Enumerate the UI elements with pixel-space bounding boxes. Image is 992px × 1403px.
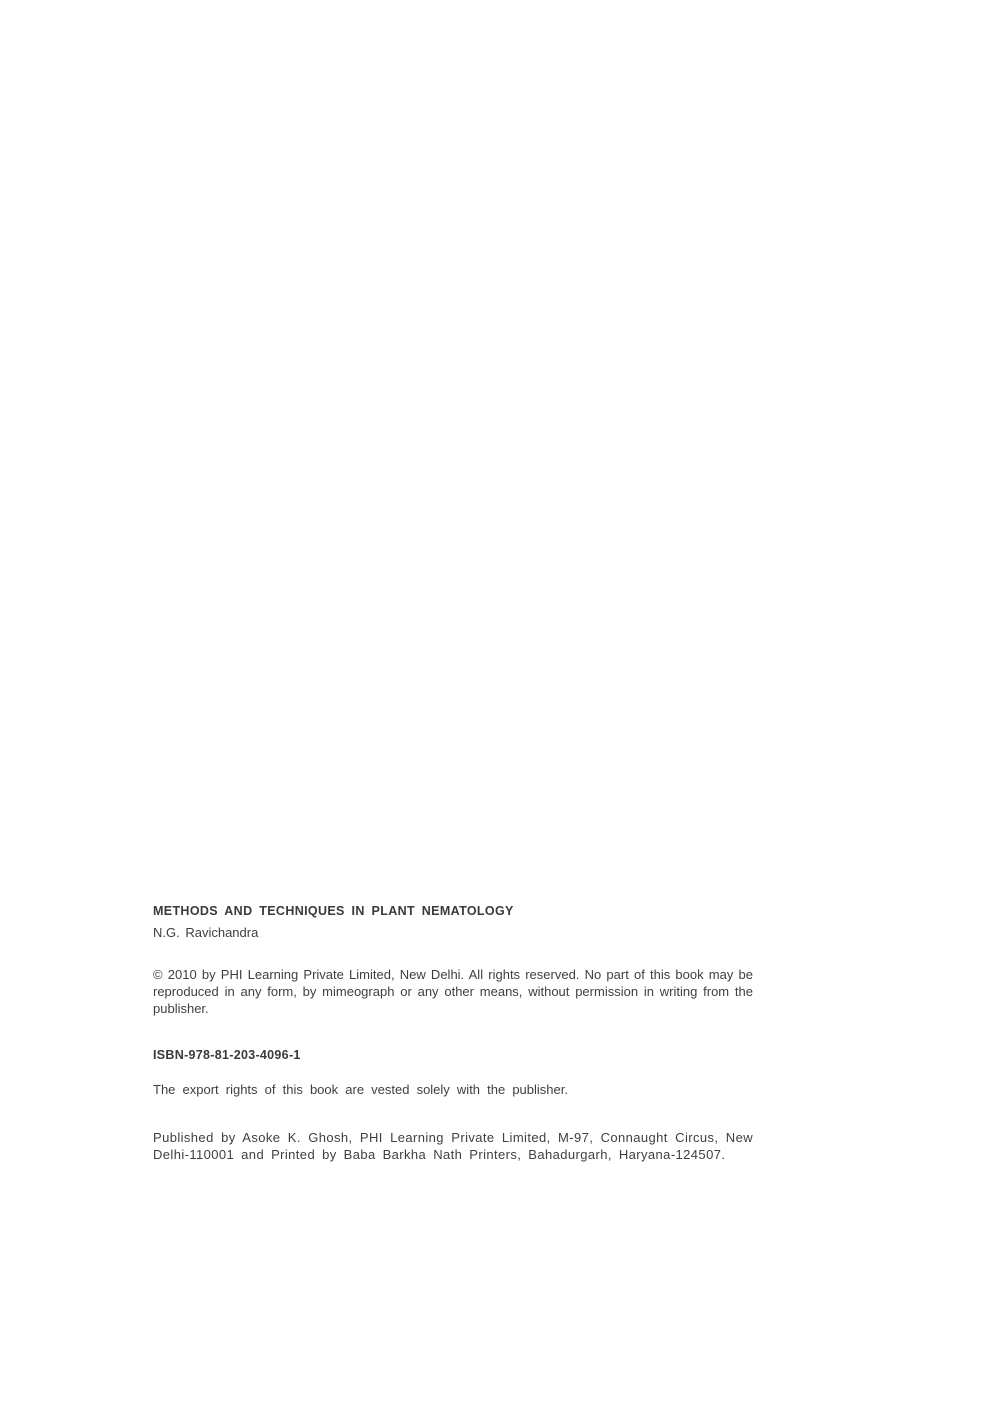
title-author-block xyxy=(153,903,753,941)
publisher-imprint: Published by Asoke K. Ghosh, PHI Learning Private Limited, M-97, Connaught Circus, New Delhi-110001 and Printed by Baba Barkha Nath Printers, Bahadurgarh, Haryana-124507. xyxy=(153,1130,753,1162)
export-rights-note: The export rights of this book are vested solely with the publisher. xyxy=(153,1082,568,1097)
book-title: METHODS AND TECHNIQUES IN PLANT NEMATOLOGY xyxy=(153,904,514,918)
copyright-notice: © 2010 by PHI Learning Private Limited, New Delhi. All rights reserved. No part of this book may be reproduced in any form, by mimeograph or any other means, without permission in writing from the publisher. xyxy=(153,967,753,1016)
author-name: N.G. Ravichandra xyxy=(153,925,259,940)
isbn-number: ISBN-978-81-203-4096-1 xyxy=(153,1048,301,1062)
